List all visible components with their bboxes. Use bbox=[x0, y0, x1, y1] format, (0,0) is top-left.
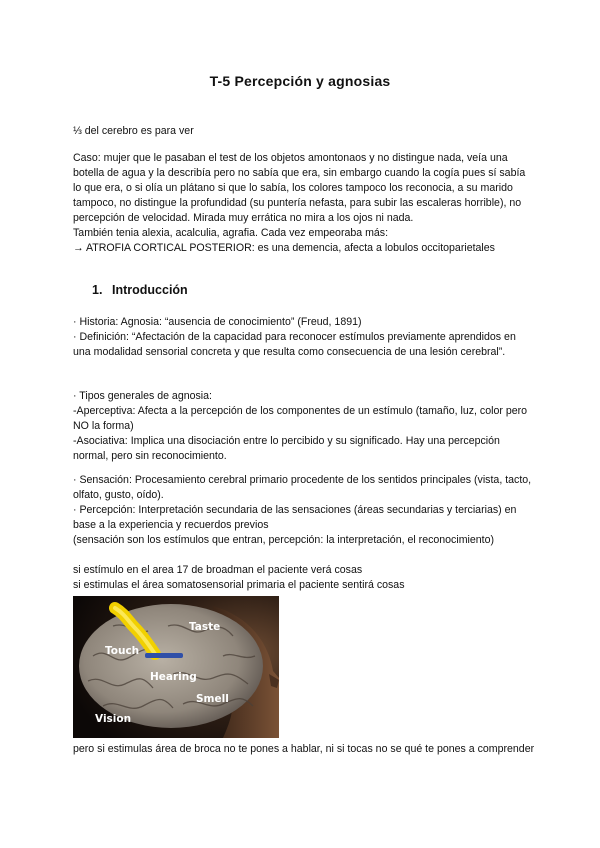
brain-senses-image bbox=[73, 596, 279, 738]
brain-label-hearing: Hearing bbox=[150, 671, 197, 683]
historia-definicion-block: · Historia: Agnosia: “ausencia de conocimiento” (Freud, 1891) · Definición: “Afectación de la capacidad para reconocer estímulos previamente aprendidos en una modalidad sensorial concreta y que resulta como consecuencia de una lesión cerebral”. bbox=[73, 316, 516, 358]
brain-label-touch: Touch bbox=[105, 645, 140, 657]
section-number: 1. bbox=[92, 283, 103, 297]
brain-label-taste: Taste bbox=[189, 621, 221, 633]
section-title: Introducción bbox=[112, 283, 188, 297]
intro-line: ⅓ del cerebro es para ver bbox=[73, 125, 194, 137]
section-heading-introduccion bbox=[92, 283, 188, 297]
page-title: T-5 Percepción y agnosias bbox=[209, 73, 391, 89]
tipos-agnosia-block: · Tipos generales de agnosia: -Aperceptiva: Afecta a la percepción de los componentes de un estímulo (tamaño, luz, color pero NO la forma) -Asociativa: Implica una disociación entre lo percibido y su significado. Hay una percepción normal, pero sin reconocimiento. bbox=[73, 390, 528, 462]
sensacion-percepcion-block: · Sensación: Procesamiento cerebral primario procedente de los sentidos principales (vista, tacto, olfato, gusto, oído). · Percepción: Interpretación secundaria de las sensaciones (áreas secundarias y terciarias) en base a la experiencia y recuerdos previos (sensación son los estímulos que entran, percepción: la interpretación, el reconocimiento) bbox=[73, 474, 532, 546]
brain-label-vision: Vision bbox=[95, 713, 132, 725]
case-paragraph: Caso: mujer que le pasaban el test de los objetos amontonaos y no distingue nada, veía una botella de agua y la describía pero no sabía que era, sin embargo cuando la cogía pues sí sabía lo que era, o si olía un plátano si que lo sabía, los colores tampoco los reconocia, a su marido tampoco, no distingue la profundidad (su puntería nefasta, para subir las escaleras horrible), no percepción de velocidad. Mirada muy errática no mira a los ojos ni nada. También tenia alexia, acalculia, agrafia. Cada vez empeoraba más: → ATROFIA CORTICAL POSTERIOR: es una demencia, afecta a lobulos occitoparietales bbox=[73, 152, 526, 254]
estimulo-block: si estímulo en el area 17 de broadman el paciente verá cosas si estimulas el área somatosensorial primaria el paciente sentirá cosas bbox=[73, 564, 405, 591]
brain-label-smell: Smell bbox=[196, 693, 229, 705]
final-paragraph: pero si estimulas área de broca no te pones a hablar, ni si tocas no se qué te pones a comprender bbox=[73, 743, 535, 755]
